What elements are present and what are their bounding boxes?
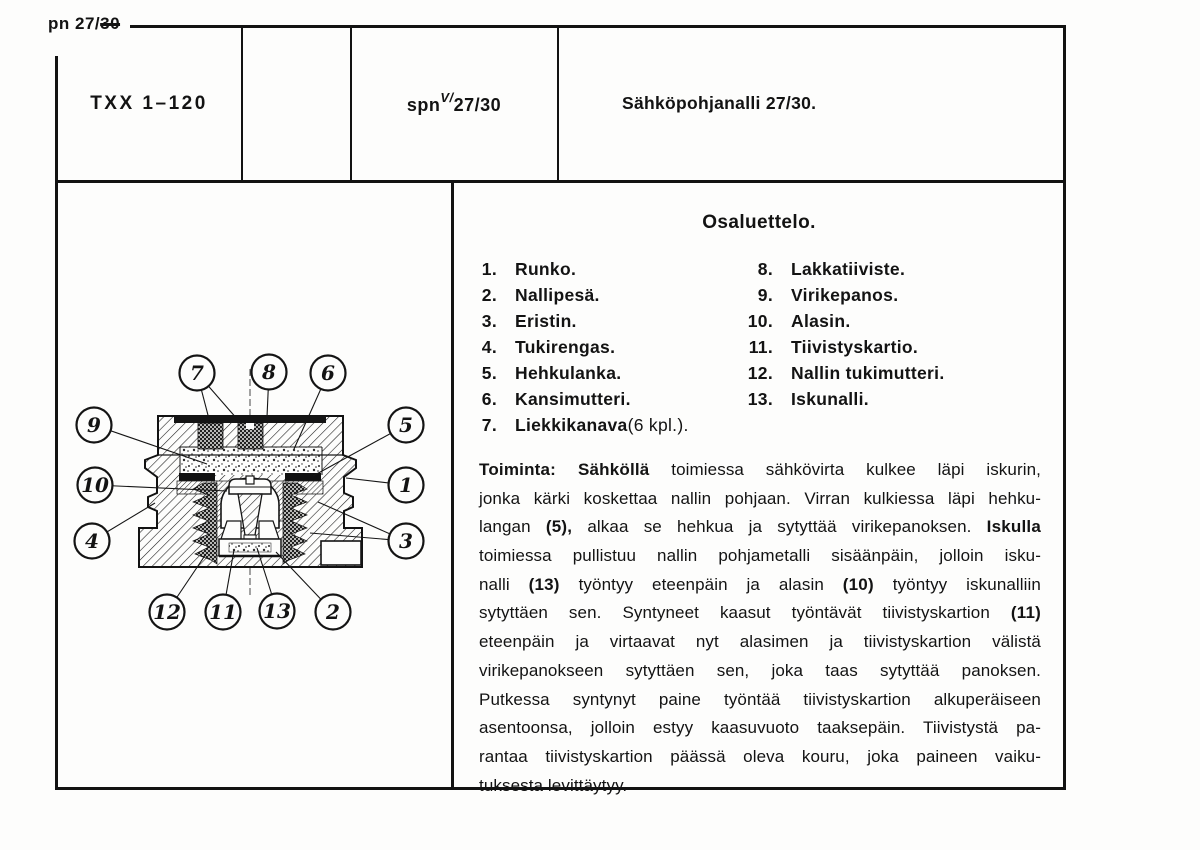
callout-number-8: 8	[262, 360, 276, 384]
operation-line: nalli (13) työntyy eteenpäin ja alasin (10) työntyy iskunalliin	[479, 574, 1041, 594]
operation-paragraph	[479, 456, 1041, 800]
part-label: Virikepanos.	[791, 285, 899, 305]
part-label: Liekkikanava	[515, 415, 628, 435]
part-item	[467, 285, 689, 311]
header-cell-spn	[351, 92, 557, 116]
callout-number-10: 10	[81, 473, 109, 497]
parts-column-right	[743, 259, 945, 415]
part-item	[467, 389, 689, 415]
part-label: Runko.	[515, 259, 577, 279]
operation-line: rantaa tiivistyskartion päässä oleva kouru, joka paineen vaiku-	[479, 746, 1041, 766]
part-label: Tukirengas.	[515, 337, 616, 357]
operation-line: jonka kärki koskettaa nallin pohjaan. Virran kulkiessa läpi hehku-	[479, 488, 1041, 508]
callout-number-7: 7	[190, 361, 204, 385]
part-number: 5.	[481, 363, 497, 383]
callout-number-5: 5	[399, 413, 413, 437]
header-divider-1	[241, 27, 243, 180]
operation-line: virikepanokseen sytyttäen sen, joka taas sytyttää panoksen.	[479, 660, 1041, 680]
part-number: 8.	[757, 259, 773, 279]
part-label: Nallipesä.	[515, 285, 600, 305]
part-item	[743, 337, 945, 363]
part-number: 10.	[747, 311, 773, 331]
part-label: Lakkatiiviste.	[791, 259, 906, 279]
part-number: 2.	[481, 285, 497, 305]
part-note: (6 kpl.).	[627, 415, 689, 435]
part-item	[467, 311, 689, 337]
part-number: 4.	[481, 337, 497, 357]
callout-number-13: 13	[263, 599, 291, 623]
part-item	[743, 311, 945, 337]
part-number: 9.	[757, 285, 773, 305]
callout-number-2: 2	[326, 600, 340, 624]
flame-channel-left	[198, 423, 223, 449]
contact-bar-left	[179, 473, 215, 481]
page-title: Sähköpohjanalli 27/30.	[622, 93, 817, 113]
part-item	[743, 259, 945, 285]
body-notch	[321, 541, 361, 565]
operation-line: sytyttäen sen. Syntyneet kaasut työntävät tiivistyskartion (11)	[479, 603, 1041, 623]
operation-line: Toiminta: Sähköllä toimiessa sähkövirta kulkee läpi iskurin,	[479, 460, 1041, 479]
callout-number-4: 4	[85, 529, 99, 553]
part-number: 3.	[481, 311, 497, 331]
part-item	[743, 389, 945, 415]
part-label: Hehkulanka.	[515, 363, 622, 383]
parts-list-title: Osaluettelo.	[702, 212, 816, 233]
header-cell-code: TXX 1–120	[90, 93, 208, 114]
part-label: Kansimutteri.	[515, 389, 631, 409]
top-rule	[130, 25, 1066, 28]
operation-line: tuksesta levittäytyy.	[479, 775, 628, 795]
parts-column-left	[467, 259, 689, 441]
lacquer-seal-band	[174, 416, 326, 423]
callout-number-1: 1	[399, 473, 413, 497]
document-code-struck: 30	[100, 14, 121, 33]
part-label: Tiivistyskartio.	[791, 337, 919, 357]
part-label: Iskunalli.	[791, 389, 869, 409]
part-number: 12.	[747, 363, 773, 383]
operation-line: asentoonsa, jolloin estyy kaasuvuoto taaksepäin. Tiivistystä pa-	[479, 718, 1041, 738]
part-item	[467, 363, 689, 389]
part-item	[467, 337, 689, 363]
document-code-text: pn 27/	[48, 14, 101, 33]
part-item	[743, 285, 945, 311]
operation-line: toimiessa pullistuu nallin pohjametalli sisäänpäin, jolloin isku-	[479, 546, 1041, 566]
primer-body-art	[139, 416, 362, 567]
spn-prefix: spn	[406, 95, 441, 115]
part-item	[743, 363, 945, 389]
part-number: 13.	[747, 389, 773, 409]
spn-superscript: V/	[440, 90, 454, 105]
part-number: 11.	[748, 337, 773, 357]
cross-section-diagram	[57, 183, 453, 790]
part-label: Nallin tukimutteri.	[791, 363, 945, 383]
callout-number-3: 3	[399, 529, 413, 553]
part-number: 6.	[481, 389, 497, 409]
operation-line: langan (5), alkaa se hehkua ja sytyttää virikepanoksen. Iskulla	[479, 517, 1041, 537]
powder-stipple	[180, 447, 322, 475]
callout-number-11: 11	[209, 600, 237, 624]
part-item	[467, 415, 689, 441]
right-border	[1063, 25, 1066, 790]
header-divider-3	[557, 27, 559, 180]
callout-number-9: 9	[87, 413, 101, 437]
callout-number-12: 12	[153, 600, 181, 624]
part-item	[467, 259, 689, 285]
part-label: Alasin.	[791, 311, 851, 331]
part-number: 7.	[481, 415, 497, 435]
document-code	[48, 14, 120, 34]
callout-number-6: 6	[321, 361, 335, 385]
spn-suffix: 27/30	[453, 95, 502, 115]
part-number: 1.	[481, 259, 497, 279]
operation-line: eteenpäin ja virtaavat nyt alasimen ja tiivistyskartion välistä	[479, 632, 1041, 652]
part-label: Eristin.	[515, 311, 577, 331]
operation-line: Putkessa syntynyt paine työntää tiivistyskartion alkuperäiseen	[479, 689, 1041, 709]
